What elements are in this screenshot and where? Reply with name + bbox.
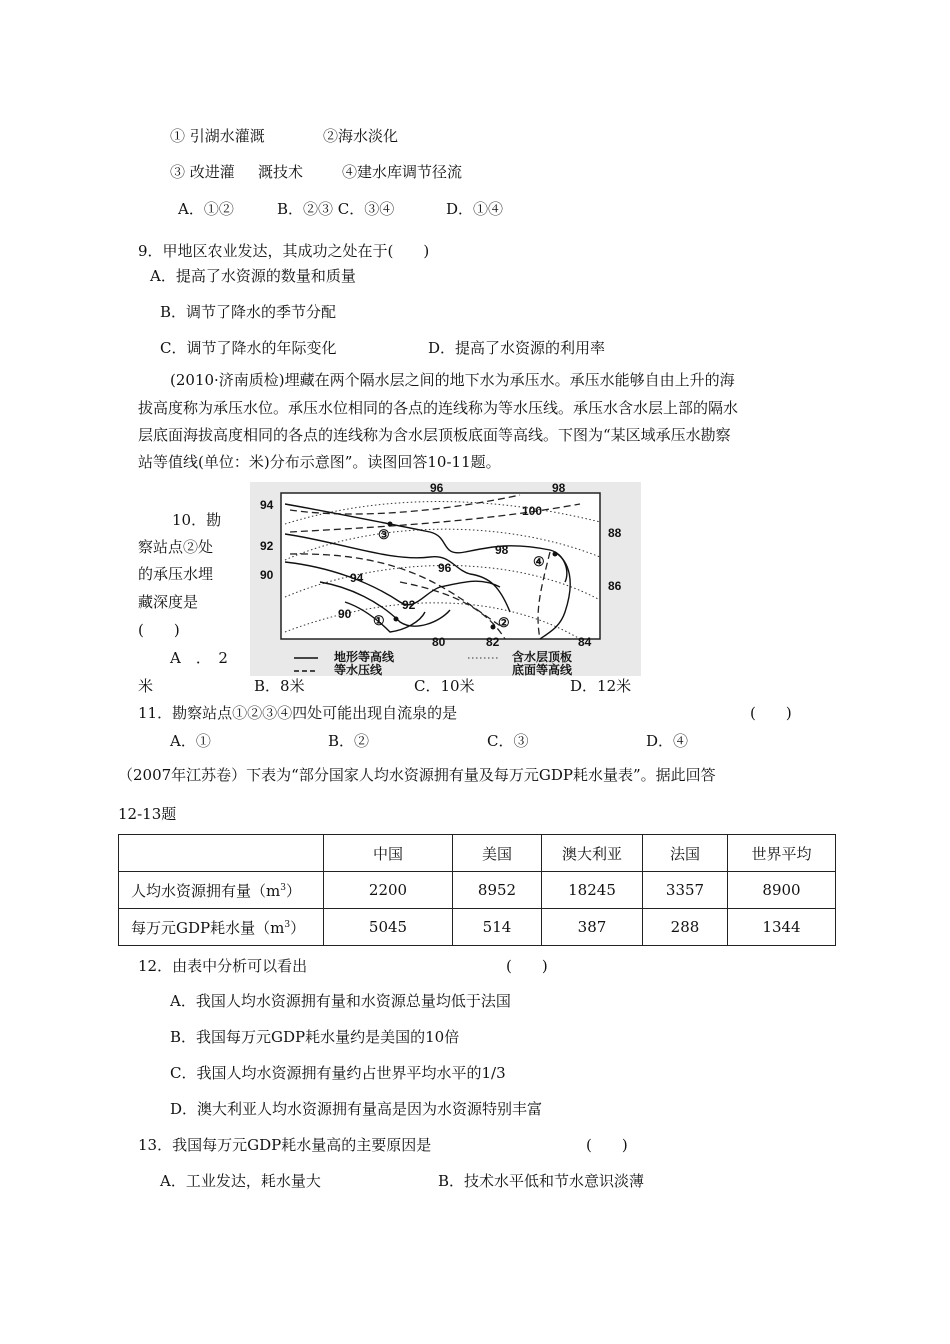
row-label-gdp-water: [119, 909, 324, 946]
q11-stem: 11．勘察站点①②③④四处可能出现自流泉的是: [138, 704, 458, 722]
table-cell: 2200: [324, 872, 453, 909]
table-header-cell: 美国: [453, 835, 542, 872]
station-3-label: ③: [378, 527, 390, 542]
q8-option-1: ① 引湖水灌溉: [170, 127, 265, 145]
q11-option-a: A．①: [170, 732, 211, 750]
unit-superscript: 3: [284, 919, 291, 930]
label-100: 100: [522, 504, 543, 518]
q10-stem-4: 藏深度是: [138, 593, 199, 611]
q12-paren: ( ): [506, 957, 548, 975]
q13-option-b: B．技术水平低和节水意识淡薄: [438, 1172, 645, 1190]
table-row: [119, 909, 836, 946]
q8-option-3b: 溉技术: [258, 163, 304, 181]
label-86: 86: [608, 579, 622, 593]
q10-paren: ( ): [138, 621, 180, 639]
table-cell: 514: [453, 909, 542, 946]
passage-line-3: 层底面海拔高度相同的各点的连线称为含水层顶板底面等高线。下图为“某区域承压水勘察: [138, 426, 731, 444]
table-cell: 288: [643, 909, 728, 946]
station-4-label: ④: [533, 554, 545, 569]
label-98-mid: 98: [495, 543, 509, 557]
q12-stem: 12．由表中分析可以看出: [138, 957, 308, 975]
q13-stem: 13．我国每万元GDP耗水量高的主要原因是: [138, 1136, 432, 1154]
table-cell: 8900: [728, 872, 836, 909]
label-92: 92: [260, 539, 274, 553]
q10-option-c: C．10米: [414, 677, 475, 695]
label-94-mid: 94: [350, 571, 364, 585]
table-cell: 8952: [453, 872, 542, 909]
q12-option-b: B．我国每万元GDP耗水量约是美国的10倍: [170, 1028, 460, 1046]
label-80: 80: [432, 635, 446, 649]
passage-line-4: 站等值线(单位：米)分布示意图”。读图回答10-11题。: [138, 453, 501, 471]
table-cell: 3357: [643, 872, 728, 909]
q10-option-a-unit: 米: [138, 677, 154, 695]
q11-option-d: D．④: [646, 732, 689, 750]
table-header-cell: 法国: [643, 835, 728, 872]
legend-terrain-label: 地形等高线: [334, 650, 395, 664]
table-row: [119, 872, 836, 909]
table-cell: 18245: [542, 872, 643, 909]
table-header-row: [119, 835, 836, 872]
q8-answer-a: A．①②: [178, 200, 234, 218]
passage-line-1: (2010·济南质检)埋藏在两个隔水层之间的地下水为承压水。承压水能够自由上升的海: [170, 371, 735, 389]
label-90-mid: 90: [338, 607, 352, 621]
table-header-cell: 澳大利亚: [542, 835, 643, 872]
q9-option-b: B．调节了降水的季节分配: [160, 303, 337, 321]
water-resources-table: [118, 834, 836, 946]
table-header-cell: 中国: [324, 835, 453, 872]
unit-close: ）: [290, 918, 306, 937]
table-cell: 387: [542, 909, 643, 946]
q8-answer-bc: B．②③ C．③④: [277, 200, 395, 218]
row-label-per-capita: [119, 872, 324, 909]
label-96-top: 96: [430, 482, 444, 495]
intro2-line-1: （2007年江苏卷）下表为“部分国家人均水资源拥有量及每万元GDP耗水量表”。据此回答: [118, 766, 716, 784]
q11-option-b: B．②: [328, 732, 370, 750]
station-3-dot: [388, 522, 393, 527]
q8-option-2: ②海水淡化: [323, 127, 399, 145]
q11-paren: ( ): [750, 704, 792, 722]
unit-superscript: 3: [280, 882, 286, 893]
q10-stem-1: 10．勘: [172, 511, 222, 529]
q8-option-4: ④建水库调节径流: [342, 163, 463, 181]
q8-answer-d: D．①④: [446, 200, 504, 218]
q10-option-b: B．8米: [254, 677, 305, 695]
station-1-label: ①: [373, 613, 385, 628]
passage-line-2: 拔高度称为承压水位。承压水位相同的各点的连线称为等水压线。承压水含水层上部的隔水: [138, 399, 739, 417]
label-92-mid: 92: [402, 598, 416, 612]
q12-option-a: A．我国人均水资源拥有量和水资源总量均低于法国: [170, 992, 511, 1010]
q13-paren: ( ): [586, 1136, 628, 1154]
row-label-text: 人均水资源拥有量（m: [131, 881, 281, 900]
station-4-dot: [553, 552, 558, 557]
q8-option-3a: ③ 改进灌: [170, 163, 235, 181]
contour-map-figure: [250, 482, 641, 676]
legend-pressure-label: 等水压线: [334, 663, 383, 676]
station-2-dot: [491, 625, 496, 630]
table-cell: 1344: [728, 909, 836, 946]
q12-option-d: D．澳大利亚人均水资源拥有量高是因为水资源特别丰富: [170, 1100, 543, 1118]
label-84: 84: [578, 635, 592, 649]
intro2-line-2: 12-13题: [118, 805, 177, 823]
label-82: 82: [486, 635, 500, 649]
station-2-label: ②: [498, 615, 510, 630]
q10-stem-2: 察站点②处: [138, 538, 214, 556]
label-94: 94: [260, 498, 274, 512]
station-1-dot: [394, 617, 399, 622]
q10-option-a: A ． 2: [170, 649, 228, 667]
unit-close: ）: [285, 881, 301, 900]
q9-option-c: C．调节了降水的年际变化: [160, 339, 337, 357]
q12-option-c: C．我国人均水资源拥有量约占世界平均水平的1/3: [170, 1064, 506, 1082]
q9-option-d: D．提高了水资源的利用率: [428, 339, 606, 357]
q11-option-c: C．③: [487, 732, 529, 750]
q13-option-a: A．工业发达，耗水量大: [160, 1172, 321, 1190]
table-header-cell: 世界平均: [728, 835, 836, 872]
legend-aquifer-label-1: 含水层顶板: [512, 650, 573, 664]
q10-stem-3: 的承压水埋: [138, 565, 214, 583]
label-88: 88: [608, 526, 622, 540]
label-90: 90: [260, 568, 274, 582]
row-label-text: 每万元GDP耗水量（m: [131, 918, 285, 937]
q9-stem: 9．甲地区农业发达，其成功之处在于( ): [138, 242, 430, 260]
label-98-top: 98: [552, 482, 566, 495]
table-header-cell: [119, 835, 324, 872]
legend-aquifer-label-2: 底面等高线: [512, 663, 573, 676]
label-96-mid: 96: [438, 561, 452, 575]
table-cell: 5045: [324, 909, 453, 946]
q9-option-a: A．提高了水资源的数量和质量: [150, 267, 356, 285]
q10-option-d: D．12米: [570, 677, 632, 695]
